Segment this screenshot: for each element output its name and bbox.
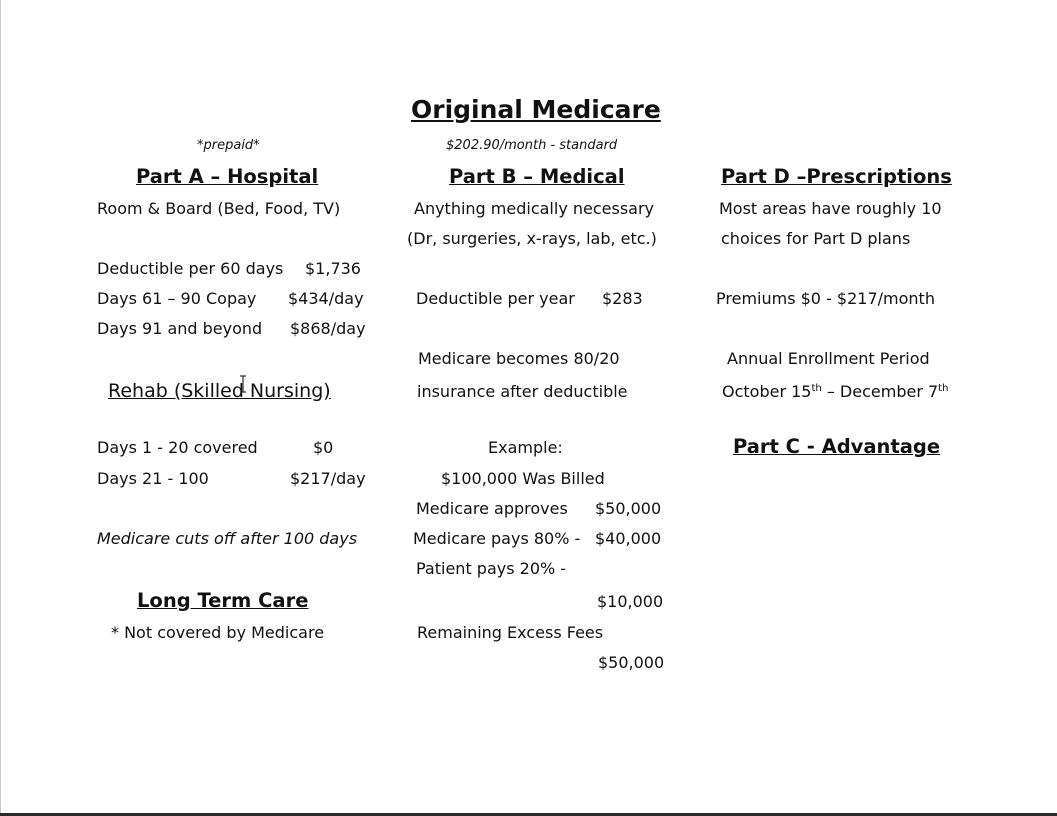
long-term-care-note: * Not covered by Medicare [111, 623, 325, 642]
part-d-aep-sep: – December 7 [821, 382, 939, 401]
part-d-heading: Part D –Prescriptions [721, 165, 952, 188]
part-b-patient-value: $10,000 [597, 592, 664, 611]
part-b-approves-value: $50,000 [595, 499, 662, 518]
part-d-aep-dates [722, 382, 948, 402]
part-b-deductible-label: Deductible per year [416, 289, 575, 308]
rehab-days-1-20-label: Days 1 - 20 covered [97, 438, 258, 457]
part-b-line1: Anything medically necessary [414, 199, 655, 218]
part-b-heading: Part B – Medical [449, 165, 625, 188]
part-a-days-61-90-value: $434/day [288, 289, 364, 308]
rehab-heading: Rehab (Skilled Nursing) [108, 380, 331, 402]
part-b-pays-label: Medicare pays 80% - [413, 529, 581, 548]
part-d-aep-end-sup: th [938, 383, 949, 394]
part-d-aep-start: October 15 [722, 382, 812, 401]
part-b-coinsurance-line2: insurance after deductible [417, 382, 628, 401]
long-term-care-heading: Long Term Care [137, 589, 309, 612]
part-a-deductible-label: Deductible per 60 days [97, 259, 284, 278]
part-b-approves-label: Medicare approves [416, 499, 568, 518]
part-b-deductible-value: $283 [602, 289, 643, 308]
page-left-edge [0, 0, 1, 816]
part-d-aep-start-sup: th [811, 383, 822, 394]
rehab-days-21-100-label: Days 21 - 100 [97, 469, 209, 488]
part-b-example-label: Example: [488, 438, 563, 457]
part-b-premium: $202.90/month - standard [446, 138, 618, 153]
part-b-line2: (Dr, surgeries, x-rays, lab, etc.) [407, 229, 657, 248]
part-b-excess-value: $50,000 [598, 653, 665, 672]
part-d-line2: choices for Part D plans [721, 229, 911, 248]
part-a-room-board: Room & Board (Bed, Food, TV) [97, 199, 341, 218]
part-b-patient-label: Patient pays 20% - [416, 559, 567, 578]
part-a-days-91-value: $868/day [290, 319, 366, 338]
part-a-heading: Part A – Hospital [136, 165, 319, 188]
part-b-coinsurance-line1: Medicare becomes 80/20 [418, 349, 620, 368]
part-a-days-61-90-label: Days 61 – 90 Copay [97, 289, 257, 308]
page-title: Original Medicare [411, 95, 661, 124]
rehab-days-1-20-value: $0 [313, 438, 334, 457]
part-a-prepaid-note: *prepaid* [197, 138, 260, 153]
rehab-days-21-100-value: $217/day [290, 469, 366, 488]
rehab-cutoff-note: Medicare cuts off after 100 days [97, 529, 358, 548]
part-a-days-91-label: Days 91 and beyond [97, 319, 263, 338]
part-b-excess-label: Remaining Excess Fees [417, 623, 604, 642]
part-a-deductible-value: $1,736 [305, 259, 361, 278]
part-d-aep-label: Annual Enrollment Period [727, 349, 930, 368]
part-c-heading: Part C - Advantage [733, 435, 941, 458]
part-b-pays-value: $40,000 [595, 529, 662, 548]
part-b-billed: $100,000 Was Billed [441, 469, 605, 488]
part-d-line1: Most areas have roughly 10 [719, 199, 942, 218]
text-cursor-icon [238, 375, 248, 393]
part-d-premiums: Premiums $0 - $217/month [716, 289, 935, 308]
